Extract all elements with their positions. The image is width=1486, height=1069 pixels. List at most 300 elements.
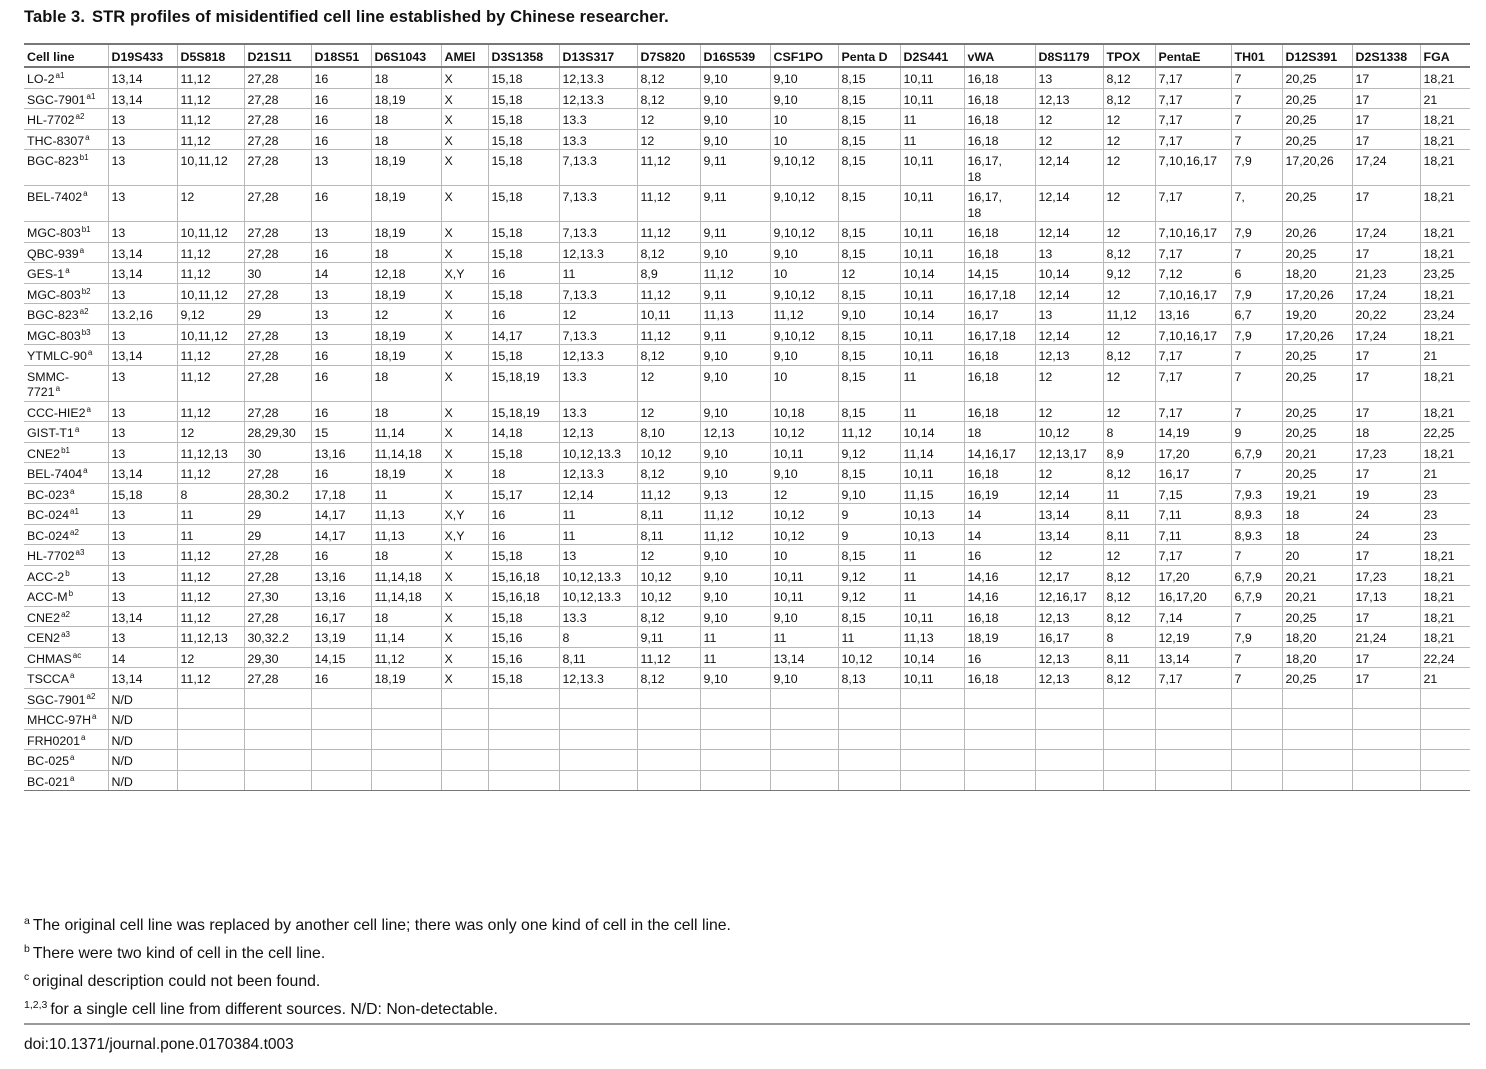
- doi-text: doi:10.1371/journal.pone.0170384.t003: [24, 1036, 294, 1053]
- str-value-cell: 18: [371, 109, 441, 130]
- str-value-cell: 12,13,17: [1035, 442, 1103, 463]
- footnote-marker: a3: [75, 548, 85, 557]
- str-value-cell: 9,10: [700, 67, 770, 88]
- str-value-cell: [441, 729, 488, 750]
- str-value-cell: 27,28: [244, 283, 311, 304]
- str-value-cell: 6,7: [1231, 304, 1282, 325]
- str-value-cell: 30: [244, 263, 311, 284]
- column-header: TPOX: [1103, 44, 1155, 67]
- str-value-cell: 16: [311, 88, 371, 109]
- str-value-cell: 15,18: [108, 483, 177, 504]
- str-value-cell: 17: [1352, 129, 1420, 150]
- str-value-cell: [1103, 709, 1155, 730]
- str-value-cell: 11,12: [177, 565, 244, 586]
- str-value-cell: [1155, 688, 1231, 709]
- str-value-cell: 17,24: [1352, 283, 1420, 304]
- str-value-cell: 18,21: [1420, 324, 1470, 345]
- str-value-cell: 12,13: [1035, 668, 1103, 689]
- str-value-cell: 11: [559, 524, 637, 545]
- str-value-cell: 13: [1035, 242, 1103, 263]
- str-value-cell: 13,14: [108, 345, 177, 366]
- str-value-cell: [244, 750, 311, 771]
- str-value-cell: 11,13: [700, 304, 770, 325]
- str-value-cell: 20,25: [1282, 186, 1352, 222]
- cell-line-label: BC-025: [27, 754, 70, 768]
- str-value-cell: 7,9: [1231, 283, 1282, 304]
- str-value-cell: 20,25: [1282, 242, 1352, 263]
- str-value-cell: 15,16: [488, 647, 559, 668]
- str-value-cell: 15,18: [488, 150, 559, 186]
- str-value-cell: 11,12: [177, 606, 244, 627]
- str-value-cell: 13: [108, 401, 177, 422]
- str-value-cell: 24: [1352, 504, 1420, 525]
- str-value-cell: 9,11: [700, 150, 770, 186]
- table-row: [24, 263, 1470, 284]
- str-value-cell: 12: [1035, 401, 1103, 422]
- str-value-cell: 14,16: [964, 586, 1035, 607]
- str-value-cell: N/D: [108, 770, 177, 791]
- str-value-cell: 14,18: [488, 422, 559, 443]
- str-value-cell: 8,15: [838, 222, 900, 243]
- str-value-cell: [900, 688, 964, 709]
- str-value-cell: 18,21: [1420, 150, 1470, 186]
- str-value-cell: [900, 709, 964, 730]
- str-value-cell: 9,10: [700, 565, 770, 586]
- footnote-marker: a: [70, 486, 75, 496]
- str-value-cell: 12: [1103, 222, 1155, 243]
- str-value-cell: 17,20: [1155, 565, 1231, 586]
- str-value-cell: 9,10: [700, 109, 770, 130]
- str-value-cell: 11,12: [177, 67, 244, 88]
- cell-line-name: [24, 365, 108, 401]
- str-value-cell: 13.2,16: [108, 304, 177, 325]
- str-value-cell: 11,12: [177, 365, 244, 401]
- str-value-cell: 10,12: [770, 524, 838, 545]
- str-value-cell: 10,11: [637, 304, 700, 325]
- str-value-cell: 7,9.3: [1231, 483, 1282, 504]
- str-value-cell: 9: [1231, 422, 1282, 443]
- str-value-cell: 17,23: [1352, 565, 1420, 586]
- str-value-cell: 17: [1352, 88, 1420, 109]
- str-value-cell: 8,12: [1103, 668, 1155, 689]
- str-value-cell: X,Y: [441, 504, 488, 525]
- cell-line-label: THC-8307: [27, 133, 85, 148]
- str-value-cell: 13: [108, 222, 177, 243]
- str-value-cell: 20,21: [1282, 565, 1352, 586]
- str-value-cell: X: [441, 304, 488, 325]
- str-value-cell: 9,12: [838, 586, 900, 607]
- str-value-cell: 8,12: [1103, 606, 1155, 627]
- str-value-cell: [964, 688, 1035, 709]
- cell-line-name: [24, 304, 108, 325]
- cell-line-label: SGC-7901: [27, 692, 86, 707]
- str-value-cell: 7,9: [1231, 150, 1282, 186]
- str-value-cell: 17,18: [311, 483, 371, 504]
- str-value-cell: 28,30.2: [244, 483, 311, 504]
- table-row: [24, 545, 1470, 566]
- str-value-cell: X: [441, 668, 488, 689]
- str-value-cell: 10,14: [900, 647, 964, 668]
- column-header: D5S818: [177, 44, 244, 67]
- str-value-cell: X: [441, 67, 488, 88]
- str-value-cell: 11,12: [637, 222, 700, 243]
- cell-line-name: [24, 770, 108, 791]
- str-value-cell: 12,14: [1035, 186, 1103, 222]
- str-value-cell: 17,20: [1155, 442, 1231, 463]
- str-value-cell: 7,17: [1155, 365, 1231, 401]
- cell-line-name: [24, 263, 108, 284]
- str-value-cell: [488, 770, 559, 791]
- str-value-cell: 13,14: [108, 463, 177, 484]
- str-value-cell: 11,12: [177, 109, 244, 130]
- str-value-cell: 12: [1035, 365, 1103, 401]
- str-value-cell: [770, 709, 838, 730]
- str-value-cell: 11,12: [700, 504, 770, 525]
- str-value-cell: 18: [371, 242, 441, 263]
- str-value-cell: 15,16,18: [488, 565, 559, 586]
- str-value-cell: 11,12: [177, 586, 244, 607]
- str-value-cell: 11: [559, 504, 637, 525]
- cell-line-label: BGC-823: [27, 154, 79, 168]
- str-value-cell: 17: [1352, 242, 1420, 263]
- cell-line-name: [24, 222, 108, 243]
- str-value-cell: 18,19: [371, 283, 441, 304]
- str-value-cell: 7,17: [1155, 545, 1231, 566]
- str-value-cell: [1352, 770, 1420, 791]
- str-value-cell: 9,10: [700, 668, 770, 689]
- table-title: STR profiles of misidentified cell line established by Chinese researcher.: [92, 8, 669, 26]
- str-value-cell: 11: [371, 483, 441, 504]
- str-value-cell: 16,18: [964, 222, 1035, 243]
- str-value-cell: X: [441, 545, 488, 566]
- str-value-cell: 7: [1231, 365, 1282, 401]
- str-value-cell: 13,14: [108, 263, 177, 284]
- str-value-cell: 18,19: [371, 150, 441, 186]
- str-value-cell: 21,23: [1352, 263, 1420, 284]
- str-value-cell: 12,14: [1035, 150, 1103, 186]
- str-value-cell: 18,21: [1420, 365, 1470, 401]
- str-value-cell: 8,11: [1103, 647, 1155, 668]
- cell-line-label: BC-024: [27, 528, 70, 543]
- footnote-marker: ac: [72, 650, 82, 660]
- str-value-cell: 14,17: [488, 324, 559, 345]
- str-value-cell: 11,12: [700, 524, 770, 545]
- str-value-cell: 13: [108, 324, 177, 345]
- str-value-cell: 20,25: [1282, 129, 1352, 150]
- str-value-cell: [1282, 709, 1352, 730]
- str-value-cell: 13: [108, 545, 177, 566]
- str-value-cell: 18,19: [964, 627, 1035, 648]
- str-value-cell: 18,21: [1420, 586, 1470, 607]
- str-value-cell: [964, 709, 1035, 730]
- cell-line-name: [24, 129, 108, 150]
- str-value-cell: 6,7,9: [1231, 586, 1282, 607]
- str-value-cell: 18,21: [1420, 129, 1470, 150]
- str-value-cell: [441, 688, 488, 709]
- str-value-cell: 8,11: [637, 504, 700, 525]
- cell-line-name: [24, 242, 108, 263]
- str-value-cell: 27,28: [244, 242, 311, 263]
- str-value-cell: 12,14: [1035, 483, 1103, 504]
- str-value-cell: 17: [1352, 365, 1420, 401]
- cell-line-label: MGC-803: [27, 328, 81, 343]
- str-value-cell: 12,14: [1035, 283, 1103, 304]
- str-value-cell: 8,15: [838, 186, 900, 222]
- str-value-cell: [177, 688, 244, 709]
- column-header: D19S433: [108, 44, 177, 67]
- str-value-cell: 18: [371, 67, 441, 88]
- str-value-cell: 13: [108, 109, 177, 130]
- str-value-cell: [1282, 729, 1352, 750]
- str-value-cell: [559, 750, 637, 771]
- str-value-cell: 8,12: [637, 67, 700, 88]
- column-header: D18S51: [311, 44, 371, 67]
- str-value-cell: 11: [900, 545, 964, 566]
- str-value-cell: 14: [964, 524, 1035, 545]
- cell-line-name: [24, 668, 108, 689]
- str-value-cell: 7,14: [1155, 606, 1231, 627]
- table-row: [24, 729, 1470, 750]
- str-value-cell: 8,12: [637, 463, 700, 484]
- str-value-cell: [488, 729, 559, 750]
- cell-line-label: CHMAS: [27, 651, 72, 666]
- str-value-cell: 9,11: [637, 627, 700, 648]
- str-value-cell: 10,11: [900, 88, 964, 109]
- str-value-cell: 20,26: [1282, 222, 1352, 243]
- str-value-cell: 14,17: [311, 504, 371, 525]
- str-value-cell: [770, 688, 838, 709]
- cell-line-name: [24, 504, 108, 525]
- str-value-cell: 10,11: [900, 186, 964, 222]
- str-value-cell: 9,10,12: [770, 283, 838, 304]
- str-value-cell: 15,18,19: [488, 365, 559, 401]
- str-value-cell: 12: [1103, 545, 1155, 566]
- table-row: [24, 304, 1470, 325]
- str-value-cell: 11,12: [637, 483, 700, 504]
- str-value-cell: 13: [559, 545, 637, 566]
- str-value-cell: 20: [1282, 545, 1352, 566]
- str-value-cell: 8,12: [1103, 345, 1155, 366]
- footnote-marker: a2: [79, 307, 89, 316]
- table-body: [24, 67, 1470, 791]
- str-value-cell: 17: [1352, 186, 1420, 222]
- str-value-cell: 18,21: [1420, 442, 1470, 463]
- footnote: [24, 968, 1470, 996]
- str-value-cell: 13,14: [1035, 504, 1103, 525]
- str-value-cell: 27,28: [244, 545, 311, 566]
- str-value-cell: 9: [838, 524, 900, 545]
- str-value-cell: 20,25: [1282, 606, 1352, 627]
- str-value-cell: X: [441, 129, 488, 150]
- str-value-cell: 8,15: [838, 463, 900, 484]
- footnote-marker: a2: [70, 527, 79, 537]
- str-value-cell: 18: [371, 365, 441, 401]
- str-value-cell: 12,14: [559, 483, 637, 504]
- str-value-cell: [311, 750, 371, 771]
- str-value-cell: 23: [1420, 483, 1470, 504]
- str-value-cell: 7,13.3: [559, 186, 637, 222]
- str-value-cell: 9,11: [700, 222, 770, 243]
- str-value-cell: [1103, 688, 1155, 709]
- str-value-cell: 18,21: [1420, 186, 1470, 222]
- footnote-mark: a: [24, 915, 30, 927]
- str-value-cell: 13: [311, 222, 371, 243]
- str-value-cell: [900, 750, 964, 771]
- str-value-cell: 8,13: [838, 668, 900, 689]
- str-value-cell: X: [441, 242, 488, 263]
- str-value-cell: 13: [1035, 67, 1103, 88]
- str-value-cell: 7: [1231, 67, 1282, 88]
- str-value-cell: 16: [311, 242, 371, 263]
- str-value-cell: 9,10: [700, 242, 770, 263]
- str-value-cell: 15,18: [488, 129, 559, 150]
- cell-line-label: MHCC-97H: [27, 713, 92, 727]
- footnote-mark: 1,2,3: [24, 999, 48, 1011]
- str-value-cell: 18: [371, 545, 441, 566]
- footnote-marker: b: [68, 589, 74, 598]
- str-value-cell: 16: [311, 129, 371, 150]
- str-value-cell: 11: [900, 109, 964, 130]
- str-value-cell: [770, 729, 838, 750]
- str-value-cell: 8,9: [1103, 442, 1155, 463]
- str-value-cell: 10,11: [900, 150, 964, 186]
- str-value-cell: N/D: [108, 688, 177, 709]
- str-value-cell: 27,28: [244, 345, 311, 366]
- str-value-cell: 11: [900, 586, 964, 607]
- str-value-cell: 7,10,16,17: [1155, 283, 1231, 304]
- str-value-cell: 16: [311, 365, 371, 401]
- str-value-cell: X: [441, 283, 488, 304]
- str-value-cell: 16,17,20: [1155, 586, 1231, 607]
- str-value-cell: 11,12: [637, 324, 700, 345]
- footnote-marker: b1: [61, 445, 70, 455]
- str-value-cell: 8,11: [637, 524, 700, 545]
- str-value-cell: X: [441, 345, 488, 366]
- str-value-cell: 6: [1231, 263, 1282, 284]
- cell-line-label: CNE2: [27, 610, 61, 625]
- str-value-cell: 16,18: [964, 606, 1035, 627]
- str-value-cell: 11,15: [900, 483, 964, 504]
- footnote-marker: a: [70, 773, 75, 783]
- str-value-cell: 9,10: [700, 442, 770, 463]
- footnote-marker: a: [55, 384, 61, 393]
- str-value-cell: 12: [1035, 463, 1103, 484]
- str-value-cell: 10,12: [637, 565, 700, 586]
- str-value-cell: [1420, 770, 1470, 791]
- footnote-text: The original cell line was replaced by another cell line; there was only one kind of cell in the cell line.: [32, 917, 731, 934]
- str-value-cell: 16: [311, 67, 371, 88]
- str-value-cell: 27,28: [244, 222, 311, 243]
- str-value-cell: X: [441, 365, 488, 401]
- str-value-cell: 14,16: [964, 565, 1035, 586]
- str-value-cell: 13: [108, 186, 177, 222]
- str-value-cell: 10,11: [770, 442, 838, 463]
- str-value-cell: [1231, 709, 1282, 730]
- str-value-cell: 8,9.3: [1231, 524, 1282, 545]
- table-row: [24, 109, 1470, 130]
- table-row: [24, 524, 1470, 545]
- str-value-cell: 16: [488, 304, 559, 325]
- cell-line-label: BC-024: [27, 508, 70, 522]
- str-value-cell: 11,12: [371, 647, 441, 668]
- str-value-cell: 13: [108, 442, 177, 463]
- table-row: [24, 345, 1470, 366]
- str-value-cell: 7,9: [1231, 222, 1282, 243]
- str-value-cell: 17: [1352, 668, 1420, 689]
- str-value-cell: 29: [244, 304, 311, 325]
- str-value-cell: 16,18: [964, 67, 1035, 88]
- footer-rule: [24, 1023, 1470, 1025]
- str-value-cell: 20,25: [1282, 422, 1352, 443]
- str-value-cell: 10,12: [770, 504, 838, 525]
- str-value-cell: [311, 729, 371, 750]
- str-value-cell: 18,21: [1420, 606, 1470, 627]
- table-row: [24, 67, 1470, 88]
- str-value-cell: 10: [770, 263, 838, 284]
- str-value-cell: 8,15: [838, 365, 900, 401]
- str-value-cell: 18,21: [1420, 109, 1470, 130]
- str-value-cell: 17: [1352, 647, 1420, 668]
- str-value-cell: 18,21: [1420, 545, 1470, 566]
- str-value-cell: 16,18: [964, 668, 1035, 689]
- str-value-cell: 16,18: [964, 109, 1035, 130]
- str-value-cell: 30: [244, 442, 311, 463]
- str-value-cell: 9,10: [770, 242, 838, 263]
- str-value-cell: 7,10,16,17: [1155, 222, 1231, 243]
- column-header: D3S1358: [488, 44, 559, 67]
- str-value-cell: [770, 750, 838, 771]
- str-value-cell: 16,17, 18: [964, 186, 1035, 222]
- str-value-cell: 7: [1231, 129, 1282, 150]
- str-value-cell: [1103, 750, 1155, 771]
- str-value-cell: [559, 688, 637, 709]
- footnote-marker: a: [81, 732, 86, 742]
- str-value-cell: 18: [488, 463, 559, 484]
- str-value-cell: 18,19: [371, 186, 441, 222]
- str-value-cell: 16,17: [1155, 463, 1231, 484]
- str-value-cell: 10: [770, 109, 838, 130]
- footnote-marker: b1: [81, 225, 91, 234]
- str-value-cell: [700, 750, 770, 771]
- cell-line-name: [24, 606, 108, 627]
- str-value-cell: 18,20: [1282, 647, 1352, 668]
- str-value-cell: 8,12: [1103, 88, 1155, 109]
- str-value-cell: 10,11: [770, 586, 838, 607]
- str-value-cell: 27,28: [244, 365, 311, 401]
- str-value-cell: 9,10,12: [770, 150, 838, 186]
- str-value-cell: [1231, 750, 1282, 771]
- str-value-cell: 15,18: [488, 606, 559, 627]
- str-value-cell: X: [441, 186, 488, 222]
- str-value-cell: 12,13.3: [559, 88, 637, 109]
- str-value-cell: 9,10: [770, 668, 838, 689]
- str-value-cell: 8,15: [838, 129, 900, 150]
- str-value-cell: 12,19: [1155, 627, 1231, 648]
- cell-line-label: SMMC- 7721: [27, 369, 69, 399]
- str-value-cell: 15,18: [488, 345, 559, 366]
- str-value-cell: 11,14: [371, 627, 441, 648]
- str-value-cell: 9,10: [700, 88, 770, 109]
- str-value-cell: 17,24: [1352, 324, 1420, 345]
- str-value-cell: [1231, 688, 1282, 709]
- table-row: [24, 463, 1470, 484]
- str-value-cell: [488, 750, 559, 771]
- str-value-cell: 10: [770, 129, 838, 150]
- str-value-cell: [1352, 688, 1420, 709]
- str-value-cell: [1282, 770, 1352, 791]
- column-header: Cell line: [24, 44, 108, 67]
- str-value-cell: 7: [1231, 545, 1282, 566]
